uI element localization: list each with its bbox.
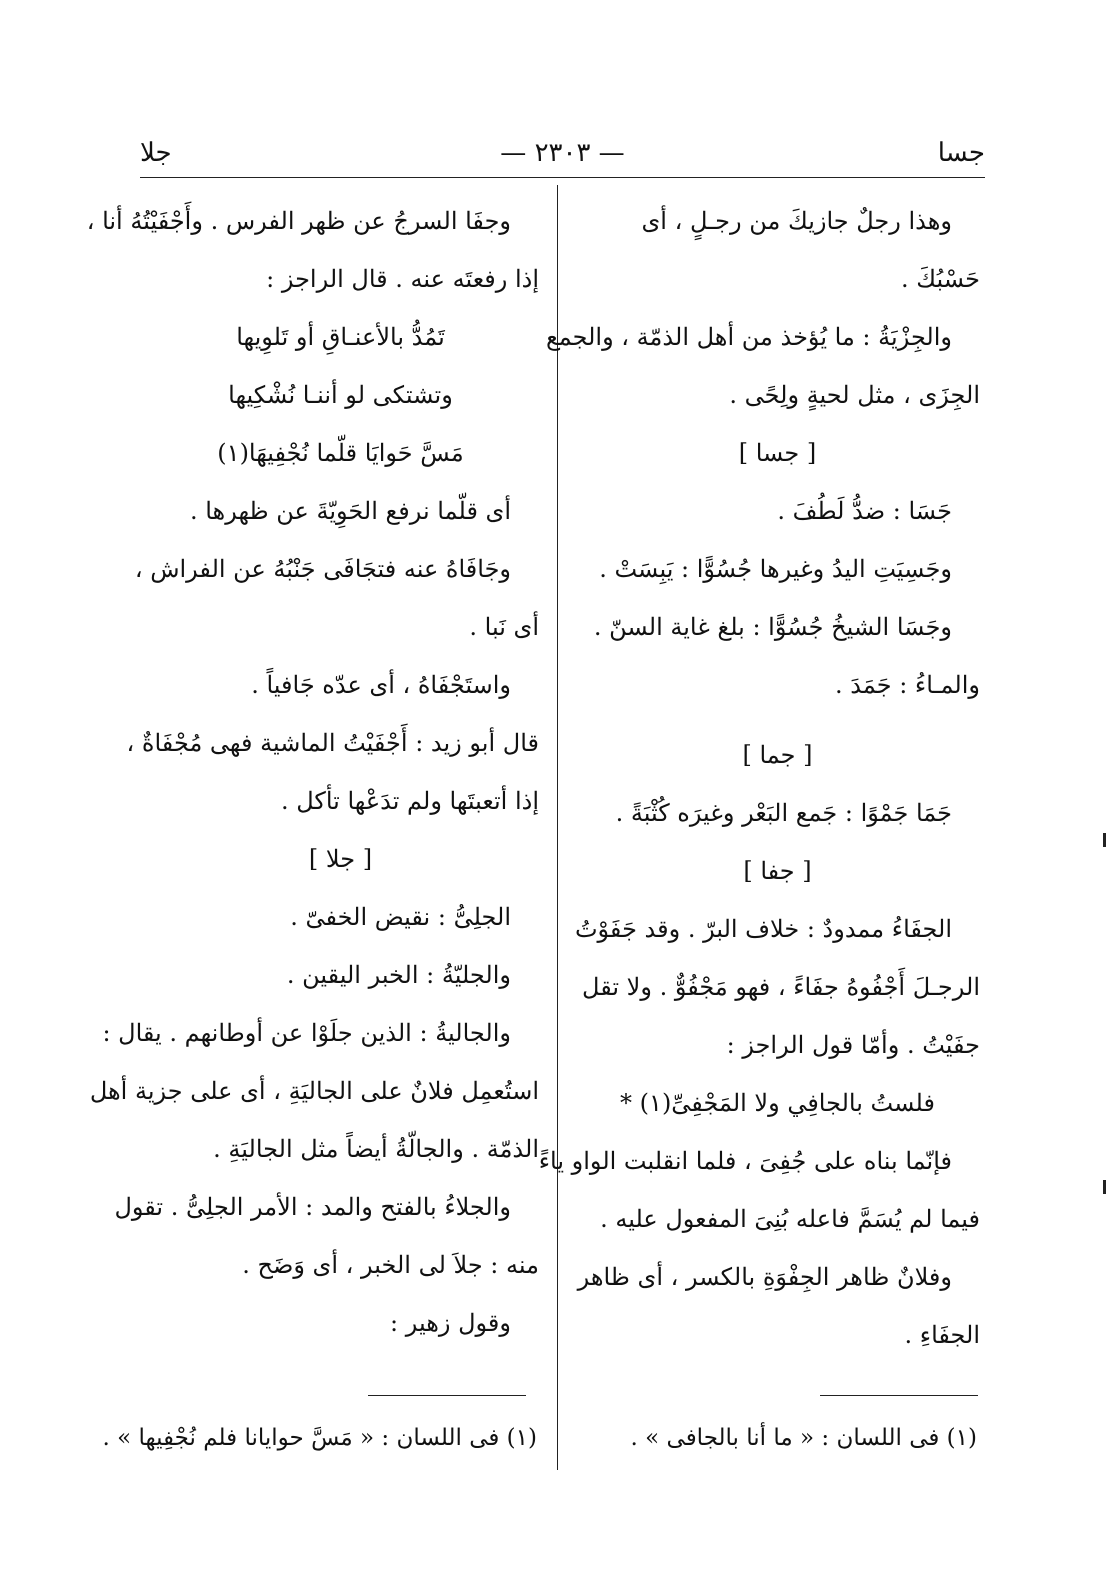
- text-line: جفَيْتُ . وأمّا قول الراجز :: [726, 1031, 980, 1059]
- right-column: [538, 192, 980, 1382]
- text-line: أى نَبا .: [469, 613, 539, 641]
- header-right-word: جسا: [937, 138, 985, 168]
- entry-heading: [ جفا ]: [743, 857, 812, 885]
- text-line: وهذا رجلٌ جازيكَ من رجـلٍ ، أى: [641, 207, 952, 235]
- entry-heading: [ جلا ]: [308, 845, 373, 873]
- footnote-rule-left: [368, 1395, 526, 1396]
- text-line: حَسْبُكَ .: [901, 265, 980, 293]
- page-header: [140, 138, 985, 178]
- verse-line: وتشتكى لو أننـا نُشْكِيها: [228, 381, 453, 409]
- footnote-right: (١) فى اللسان : « ما أنا بالجافى » .: [630, 1425, 977, 1451]
- text-line: استُعمِل فلانٌ على الجاليَةِ ، أى على جزية أهل: [89, 1077, 539, 1105]
- text-line: أى قلّما نرفع الحَوِيّةَ عن ظهرها .: [189, 497, 511, 525]
- text-line: الجفَاءُ ممدودٌ : خلاف البرّ . وقد جَفَوْتُ: [574, 915, 952, 943]
- text-line: والجليّةُ : الخبر اليقين .: [286, 961, 511, 989]
- text-line: وقول زهير :: [390, 1309, 511, 1337]
- page-number: — ٢٣٠٣ —: [500, 138, 625, 168]
- text-line: والمـاءُ : جَمَدَ .: [835, 671, 980, 699]
- text-line: وجَسِيَتِ اليدُ وغيرها جُسُوًّا : يَبِسَتْ .: [599, 555, 952, 583]
- header-left-word: جلا: [140, 138, 172, 168]
- text-line: الجلِىُّ : نقيض الخفىّ .: [290, 903, 511, 931]
- verse-line: تَمُدُّ بالأعنـاقِ أو تَلوِيها: [236, 323, 445, 351]
- text-line: وجَسَا الشيخُ جُسُوًّا : بلغ غاية السنّ .: [593, 613, 952, 641]
- text-line: الجفَاءِ .: [904, 1321, 980, 1349]
- entry-heading: [ جما ]: [742, 741, 813, 769]
- footnote-rule-right: [820, 1395, 978, 1396]
- text-line: إذا رفعتَه عنه . قال الراجز :: [266, 265, 539, 293]
- text-line: فيما لم يُسَمَّ فاعله بُنِىَ المفعول عليه .: [600, 1205, 980, 1233]
- text-line: الذمّة . والجالّةُ أيضاً مثل الجاليَةِ .: [213, 1135, 539, 1163]
- entry-heading: [ جسا ]: [738, 439, 817, 467]
- header-rule: [140, 177, 985, 178]
- text-line: وجفَا السرجُ عن ظهر الفرس . وأَجْفَيْتُهُ أنا ،: [86, 207, 511, 235]
- footnote-left: (١) فى اللسان : « مَسَّ حوايانا فلم نُجْفِيها » .: [102, 1425, 537, 1451]
- scan-mark: [1103, 833, 1106, 847]
- text-line: إذا أتعبتَها ولم تدَعْها تأكل .: [280, 787, 539, 815]
- text-line: وفلانٌ ظاهر الجِفْوَةِ بالكسر ، أى ظاهر: [577, 1263, 952, 1291]
- column-divider: [557, 185, 558, 1470]
- left-column: [86, 192, 539, 1382]
- text-line: والجِزْيَةُ : ما يُؤخذ من أهل الذمّة ، والجمع: [545, 323, 952, 351]
- text-line: الرجـلَ أَجْفُوهُ جفَاءً ، فهو مَجْفُوٌّ . ولا تقل: [582, 973, 980, 1001]
- text-line: فإنّما بناه على جُفِىَ ، فلما انقلبت الواو ياءً: [538, 1147, 952, 1175]
- scan-mark: [1103, 1180, 1106, 1194]
- text-line: جَمَا جَمْوًا : جَمع البَعْر وغيرَه كُثْبَةً .: [615, 799, 952, 827]
- text-line: والجاليةُ : الذين جلَوْا عن أوطانهم . يقال :: [102, 1019, 511, 1047]
- text-line: والجلاءُ بالفتح والمد : الأمر الجلِىُّ . تقول: [114, 1193, 511, 1221]
- text-line: وجَافَاهُ عنه فتجَافَى جَنْبُهُ عن الفراش ،: [134, 555, 511, 583]
- text-line: قال أبو زيد : أَجْفَيْتُ الماشية فهى مُجْفَاةٌ ،: [126, 729, 539, 757]
- verse-line: فلستُ بالجافِي ولا المَجْفِىِّ(١) *: [620, 1089, 935, 1117]
- text-line: الجِزَى ، مثل لحيةٍ ولِحًى .: [729, 381, 980, 409]
- text-line: واستَجْفَاهُ ، أى عدّه جَافياً .: [251, 671, 511, 699]
- verse-line: مَسَّ حَوايَا قلّما نُجْفِيهَا(١): [217, 439, 464, 467]
- text-line: منه : جلاَ لى الخبر ، أى وَضَح .: [242, 1251, 539, 1279]
- text-line: جَسَا : ضدُّ لَطُفَ .: [777, 497, 952, 525]
